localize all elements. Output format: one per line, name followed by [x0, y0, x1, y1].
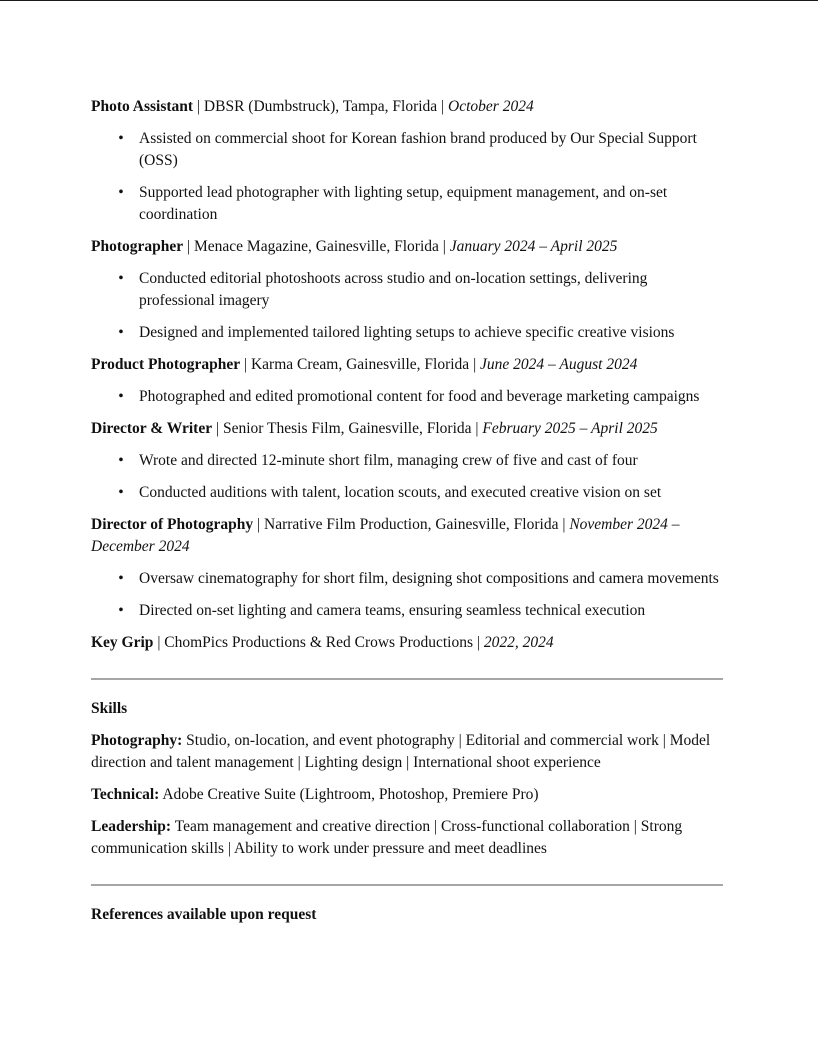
- bullet-item: [91, 568, 723, 590]
- job-dates: January 2024 – April 2025: [449, 238, 618, 255]
- skill-label: Technical:: [91, 786, 160, 803]
- bullet-item: [91, 450, 723, 472]
- bullet-text: Oversaw cinematography for short film, designing shot compositions and camera movements: [139, 570, 719, 587]
- skill-text: Adobe Creative Suite (Lightroom, Photoshop, Premiere Pro): [159, 786, 539, 803]
- bullet-text: Conducted auditions with talent, location scouts, and executed creative vision on set: [139, 484, 662, 501]
- bullet-item: [91, 128, 723, 172]
- job-dates: November 2024 – December 2024: [91, 516, 680, 555]
- job-bullets: [91, 386, 723, 408]
- job-entry: [91, 514, 723, 622]
- experience-section: [91, 96, 723, 654]
- job-entry: [91, 96, 723, 226]
- job-entry: [91, 236, 723, 344]
- bullet-item: [91, 268, 723, 312]
- job-details: | Senior Thesis Film, Gainesville, Florida |: [212, 420, 483, 437]
- skill-technical: [91, 784, 723, 806]
- job-dates: 2022, 2024: [483, 634, 554, 651]
- job-dates: February 2025 – April 2025: [482, 420, 658, 437]
- resume-page: [91, 96, 723, 926]
- skill-label: Photography:: [91, 732, 183, 749]
- job-header: [91, 514, 723, 558]
- bullet-item: [91, 482, 723, 504]
- bullet-icon: •: [118, 130, 124, 147]
- job-entry: [91, 418, 723, 504]
- bullet-icon: •: [118, 602, 124, 619]
- bullet-text: Conducted editorial photoshoots across studio and on-location settings, delivering professional imagery: [139, 270, 648, 309]
- bullet-text: Assisted on commercial shoot for Korean fashion brand produced by Our Special Support (OSS): [139, 130, 697, 169]
- job-title: Key Grip: [91, 634, 154, 651]
- bullet-icon: •: [118, 324, 124, 341]
- job-details: | DBSR (Dumbstruck), Tampa, Florida |: [193, 98, 449, 115]
- job-title: Product Photographer: [91, 356, 241, 373]
- job-header: [91, 96, 723, 118]
- bullet-icon: •: [118, 388, 124, 405]
- job-dates: June 2024 – August 2024: [480, 356, 638, 373]
- bullet-icon: •: [118, 452, 124, 469]
- job-title: Director of Photography: [91, 516, 254, 533]
- skills-heading: Skills: [91, 700, 128, 717]
- job-bullets: [91, 568, 723, 622]
- skills-section: [91, 698, 723, 860]
- bullet-text: Wrote and directed 12-minute short film, managing crew of five and cast of four: [139, 452, 638, 469]
- job-details: | Narrative Film Production, Gainesville, Florida |: [253, 516, 570, 533]
- section-divider: [91, 678, 723, 680]
- job-header: [91, 354, 723, 376]
- job-bullets: [91, 268, 723, 344]
- job-title: Photographer: [91, 238, 184, 255]
- bullet-item: [91, 322, 723, 344]
- bullet-text: Supported lead photographer with lighting setup, equipment management, and on-set coordination: [139, 184, 668, 223]
- bullet-text: Designed and implemented tailored lighting setups to achieve specific creative visions: [139, 324, 675, 341]
- job-title: Director & Writer: [91, 420, 213, 437]
- section-divider: [91, 884, 723, 886]
- job-dates: October 2024: [448, 98, 534, 115]
- bullet-text: Photographed and edited promotional content for food and beverage marketing campaigns: [139, 388, 700, 405]
- job-details: | Menace Magazine, Gainesville, Florida |: [183, 238, 450, 255]
- job-header: [91, 418, 723, 440]
- skill-photography: [91, 730, 723, 774]
- job-details: | ChomPics Productions & Red Crows Productions |: [153, 634, 484, 651]
- bullet-icon: •: [118, 270, 124, 287]
- job-header: [91, 236, 723, 258]
- bullet-item: [91, 182, 723, 226]
- page-top-border: [0, 0, 818, 1]
- bullet-icon: •: [118, 184, 124, 201]
- bullet-icon: •: [118, 484, 124, 501]
- job-entry: [91, 632, 723, 654]
- bullet-text: Directed on-set lighting and camera teams, ensuring seamless technical execution: [139, 602, 646, 619]
- references-note: References available upon request: [91, 906, 317, 923]
- skill-text: Studio, on-location, and event photography | Editorial and commercial work | Model direction and talent management | Lighting design | International shoot experience: [91, 732, 711, 771]
- bullet-item: [91, 600, 723, 622]
- job-bullets: [91, 128, 723, 226]
- skill-leadership: [91, 816, 723, 860]
- job-header: [91, 632, 723, 654]
- skill-text: Team management and creative direction | Cross-functional collaboration | Strong communication skills | Ability to work under pressure and meet deadlines: [91, 818, 683, 857]
- skill-label: Leadership:: [91, 818, 172, 835]
- job-entry: [91, 354, 723, 408]
- job-title: Photo Assistant: [91, 98, 194, 115]
- bullet-icon: •: [118, 570, 124, 587]
- job-bullets: [91, 450, 723, 504]
- bullet-item: [91, 386, 723, 408]
- job-details: | Karma Cream, Gainesville, Florida |: [240, 356, 481, 373]
